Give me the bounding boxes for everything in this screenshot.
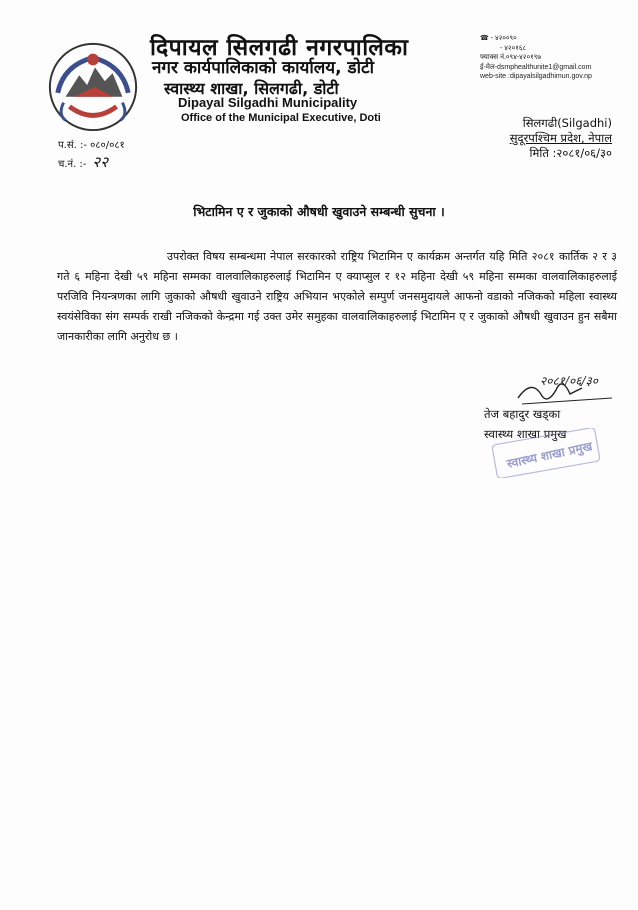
place-province: सुदूरपश्चिम प्रदेश, नेपाल: [509, 131, 612, 145]
phone-2: - ४२०१६८: [500, 44, 527, 52]
ps-value: ०८०/०८१: [90, 140, 125, 151]
place-date-block: [510, 116, 612, 161]
office-name-nepali: नगर कार्यपालिकाको कार्यालय, डोटी: [152, 58, 374, 78]
letter-date: मिति :२०८१/०६/३०: [529, 146, 612, 160]
signatory-title: स्वास्थ्य शाखा प्रमुख: [484, 427, 567, 441]
reference-block: [58, 137, 125, 173]
signatory-name: तेज बहादुर खड्का: [484, 407, 561, 421]
municipality-name-nepali: दिपायल सिलगढी नगरपालिका: [150, 35, 409, 61]
office-name-english: Office of the Municipal Executive, Doti: [181, 112, 381, 124]
nepal-emblem-icon: [44, 36, 142, 134]
stamp-text: स्वास्थ्य शाखा प्रमुख: [505, 439, 594, 471]
email-address: ई-मेल-dsmphealthunite1@gmail.com: [480, 63, 592, 71]
ps-label: प.सं. :-: [58, 140, 87, 151]
handwritten-date: २०८१/०६/३०: [540, 374, 599, 388]
cn-value: २२: [92, 153, 109, 171]
body-paragraph: [57, 247, 617, 347]
place-city: सिलगढी(Silgadhi): [522, 116, 612, 130]
contact-block: [480, 34, 630, 82]
website-address: web-site :dipayalsilgadhimun.gov.np: [480, 73, 592, 80]
municipality-name-english: Dipayal Silgadhi Municipality: [178, 95, 358, 110]
branch-name-nepali: स्वास्थ्य शाखा, सिलगढी, डोटी: [164, 79, 339, 98]
fax-number: फ्याक्स नं.०९४-४२०१९७: [480, 54, 542, 61]
phone-1: ☎ - ४२००९०: [480, 35, 517, 42]
cn-label: च.नं. :-: [58, 159, 87, 170]
body-text: उपरोक्त विषय सम्बन्धमा नेपाल सरकारको राष्ट्रिय भिटामिन ए कार्यक्रम अन्तर्गत यहि मिति २०८१ कार्तिक २ र ३ गते ६ महिना देखी ५९ महिना सम्मका वालवालिकाहरुलाई भिटामिन ए क्याप्सुल र १२ महिना देखी ५९ महिना सम्मका वालवालिकाहरुलाई परजिवि नियन्त्रणका लागि जुकाको औषधी खुवाउने राष्ट्रिय अभियान भएकोले सम्पुर्ण जनसमुदायले आफनो वडाको नजिकको महिला स्वास्थ्य स्वयंसेविका संग सम्पर्क राखी नजिकको केन्द्रमा गई उक्त उमेर समुहका वालवालिकाहरुलाई भिटामिन ए र जुकाको औषधी खुवाउन हुन सबैमा जानकारीका लागि अनुरोध छ ।: [57, 250, 617, 343]
subject-heading: भिटामिन ए र जुकाको औषधी खुवाउने सम्बन्धी सुचना ।: [193, 204, 445, 219]
